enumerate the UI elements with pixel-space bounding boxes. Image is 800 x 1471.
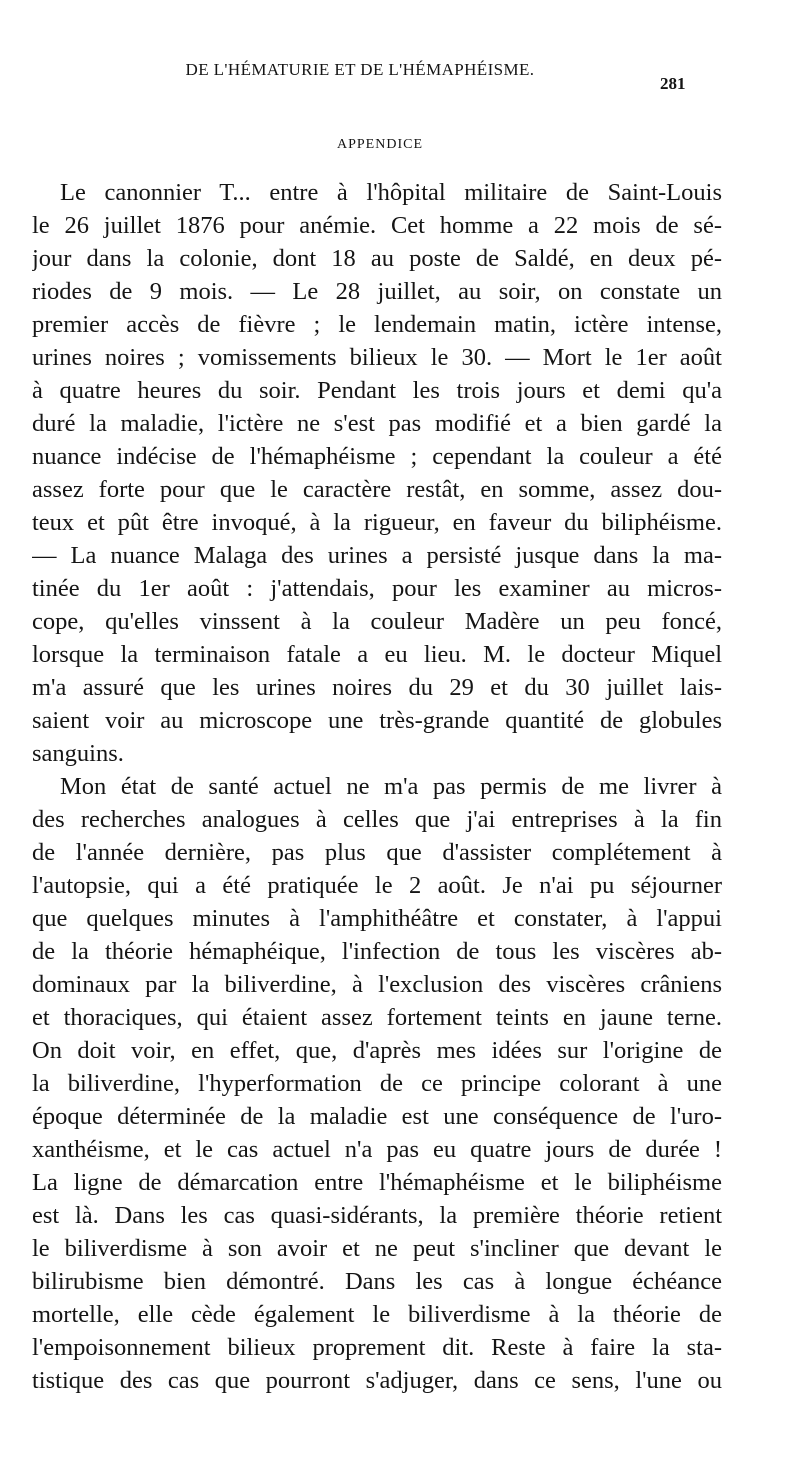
text-line: La ligne de démarcation entre l'hémaphéisme et le biliphéisme	[32, 1169, 722, 1196]
text-line: cope, qu'elles vinssent à la couleur Madère un peu foncé,	[32, 608, 722, 635]
text-line: On doit voir, en effet, que, d'après mes idées sur l'origine de	[32, 1037, 722, 1064]
text-line: à quatre heures du soir. Pendant les trois jours et demi qu'a	[32, 377, 722, 404]
text-line: teux et pût être invoqué, à la rigueur, en faveur du biliphéisme.	[32, 509, 722, 536]
text-line: le 26 juillet 1876 pour anémie. Cet homme a 22 mois de sé-	[32, 212, 722, 239]
paragraph-1	[32, 176, 722, 770]
text-line: le biliverdisme à son avoir et ne peut s'incliner que devant le	[32, 1235, 722, 1262]
text-line: assez forte pour que le caractère restât, en somme, assez dou-	[32, 476, 722, 503]
text-line: tinée du 1er août : j'attendais, pour les examiner au micros-	[32, 575, 722, 602]
text-line: des recherches analogues à celles que j'ai entreprises à la fin	[32, 806, 722, 833]
text-line: riodes de 9 mois. — Le 28 juillet, au soir, on constate un	[32, 278, 722, 305]
text-line: de la théorie hémaphéique, l'infection de tous les viscères ab-	[32, 938, 722, 965]
text-line: dominaux par la biliverdine, à l'exclusion des viscères crâniens	[32, 971, 722, 998]
text-line: Mon état de santé actuel ne m'a pas permis de me livrer à	[60, 773, 722, 800]
text-line: duré la maladie, l'ictère ne s'est pas modifié et a bien gardé la	[32, 410, 722, 437]
text-line: la biliverdine, l'hyperformation de ce principe colorant à une	[32, 1070, 722, 1097]
text-line: de l'année dernière, pas plus que d'assister complétement à	[32, 839, 722, 866]
text-line: est là. Dans les cas quasi-sidérants, la première théorie retient	[32, 1202, 722, 1229]
text-line: m'a assuré que les urines noires du 29 et du 30 juillet lais-	[32, 674, 722, 701]
running-title: DE L'HÉMATURIE ET DE L'HÉMAPHÉISME.	[185, 60, 535, 79]
text-line: Le canonnier T... entre à l'hôpital militaire de Saint-Louis	[60, 179, 722, 206]
text-line: bilirubisme bien démontré. Dans les cas à longue échéance	[32, 1268, 722, 1295]
text-line: saient voir au microscope une très-grande quantité de globules	[32, 707, 722, 734]
paragraph-2	[32, 770, 722, 1397]
text-line: et thoraciques, qui étaient assez fortement teints en jaune terne.	[32, 1004, 722, 1031]
section-title: APPENDICE	[336, 137, 423, 152]
text-line: que quelques minutes à l'amphithéâtre et constater, à l'appui	[32, 905, 722, 932]
text-line: nuance indécise de l'hémaphéisme ; cependant la couleur a été	[32, 443, 722, 470]
text-line: jour dans la colonie, dont 18 au poste de Saldé, en deux pé-	[32, 245, 722, 272]
text-line: l'autopsie, qui a été pratiquée le 2 août. Je n'ai pu séjourner	[32, 872, 722, 899]
text-line: urines noires ; vomissements bilieux le 30. — Mort le 1er août	[32, 344, 722, 371]
text-line: l'empoisonnement bilieux proprement dit. Reste à faire la sta-	[32, 1334, 722, 1361]
text-line: — La nuance Malaga des urines a persisté jusque dans la ma-	[32, 542, 722, 569]
body-text	[32, 176, 722, 1397]
text-line: lorsque la terminaison fatale a eu lieu. M. le docteur Miquel	[32, 641, 722, 668]
page-number: 281	[660, 74, 686, 93]
text-line: premier accès de fièvre ; le lendemain matin, ictère intense,	[32, 311, 722, 338]
text-line: mortelle, elle cède également le biliverdisme à la théorie de	[32, 1301, 722, 1328]
text-line: tistique des cas que pourront s'adjuger, dans ce sens, l'une ou	[32, 1367, 722, 1394]
text-line: sanguins.	[32, 740, 124, 767]
text-line: xanthéisme, et le cas actuel n'a pas eu quatre jours de durée !	[32, 1136, 722, 1163]
text-line: époque déterminée de la maladie est une conséquence de l'uro-	[32, 1103, 722, 1130]
